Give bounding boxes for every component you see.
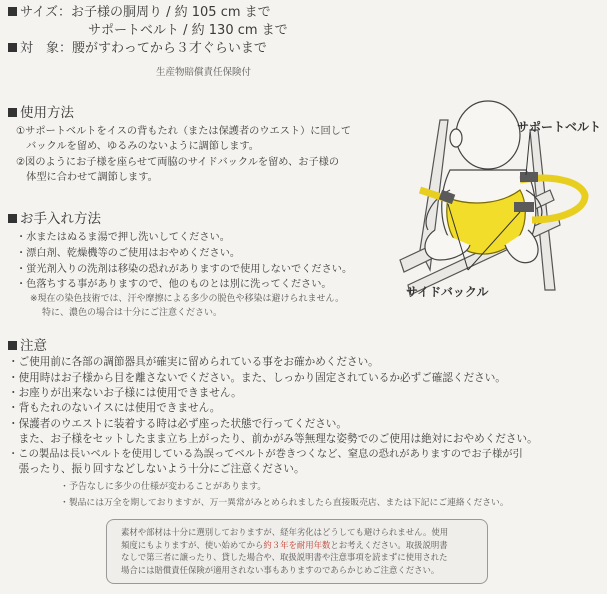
care-line: ・色落ちする事がありますので、他のものとは別に洗ってください。	[16, 279, 332, 290]
support-buckle-icon	[520, 172, 538, 182]
usage-line: ②図のようにお子様を座らせて両脇のサイドバックルを留め、お子様の	[16, 157, 340, 168]
spec-size	[8, 4, 271, 22]
care-line: ・水またはぬるま湯で押し洗いしてください。	[16, 232, 230, 243]
insurance-note: 生産物賠償責任保険付	[156, 67, 252, 78]
care-note: ※現在の染色技術では、汗や摩擦による多少の脱色や移染は避けられません。	[30, 294, 345, 304]
label-support-belt: サポートベルト	[517, 120, 602, 134]
usage-heading: 使用方法	[8, 104, 74, 122]
usage-line: 体型に合わせて調節します。	[16, 172, 158, 183]
box-line: なしで第三者に譲ったり、貸した場合や、取扱説明書や注意事項を読まずに使用された	[121, 552, 448, 563]
caution-line: ・お座りが出来ないお子様には使用できません。	[8, 387, 242, 399]
caution-heading: 注意	[8, 337, 47, 355]
spec-target	[8, 40, 267, 58]
durability-notice-box	[106, 519, 488, 584]
bullet-square	[8, 214, 17, 223]
caution-line: 張ったり、振り回すなどしないよう十分にご注意ください。	[8, 463, 305, 475]
size-waist: お子様の胴周り / 約 105 cm まで	[70, 5, 271, 20]
side-buckle-icon	[514, 202, 534, 212]
bullet-square	[8, 341, 17, 350]
notice-line: ・製品には万全を期しておりますが、万一異常がみとめられましたら直接販売店、または下記にご連絡ください。	[60, 498, 509, 508]
spec-belt: サポートベルト / 約 130 cm まで	[88, 23, 288, 38]
target-label: 対 象：	[20, 41, 73, 56]
usage-line: バックルを留め、ゆるみのないように調節します。	[16, 141, 259, 152]
lifespan-highlight: 約３年を耐用年数	[263, 539, 331, 550]
usage-line: ①サポートベルトをイスの背もたれ（または保護者のウエスト）に回して	[16, 126, 352, 137]
box-line: 場合には賠償責任保険が適用されない事もありますのであらかじめご注意ください。	[121, 564, 440, 575]
caution-line: ・背もたれのないイスには使用できません。	[8, 402, 221, 414]
caution-line: ・使用時はお子様から目を離さないでください。また、しっかり固定されているか必ずご確認ください。	[8, 372, 506, 384]
caution-line: また、お子様をセットしたまま立ち上がったり、前かがみ等無理な姿勢でのご使用は絶対におやめください。	[8, 433, 538, 445]
caution-line: ・ご使用前に各部の調節器具が確実に留められている事をお確かめください。	[8, 356, 379, 368]
care-note: 特に、濃色の場合は十分にご注意ください。	[42, 308, 223, 318]
box-line: 頻度にもよりますが、使い始めてから約３年を耐用年数とお考えください。取扱説明書	[121, 539, 448, 550]
box-line: 素材や部材は十分に選別しておりますが、経年劣化はどうしても避けられません。使用	[121, 527, 449, 537]
caution-line: ・保護者のウエストに装着する時は必ず座った状態で行ってください。	[8, 418, 347, 430]
caution-line: ・この製品は長いベルトを使用している為誤ってベルトが巻きつくなど、窒息の恐れがありますのでお子様が引	[8, 448, 523, 460]
care-line: ・漂白剤、乾燥機等のご使用はおやめください。	[16, 248, 241, 259]
bullet-square	[8, 7, 17, 16]
bullet-square	[8, 108, 17, 117]
size-label: サイズ：	[20, 5, 71, 20]
care-line: ・蛍光剤入りの洗剤は移染の恐れがありますので使用しないでください。	[16, 264, 353, 275]
label-side-buckle: サイドバックル	[406, 285, 489, 299]
notice-line: ・予告なしに多少の仕様が変わることがあります。	[60, 482, 267, 492]
seat-illustration	[380, 80, 605, 300]
leader-line	[526, 132, 530, 175]
target-value: 腰がすわってから３才ぐらいまで	[72, 41, 267, 56]
bullet-square	[8, 43, 17, 52]
care-heading: お手入れ方法	[8, 210, 101, 228]
